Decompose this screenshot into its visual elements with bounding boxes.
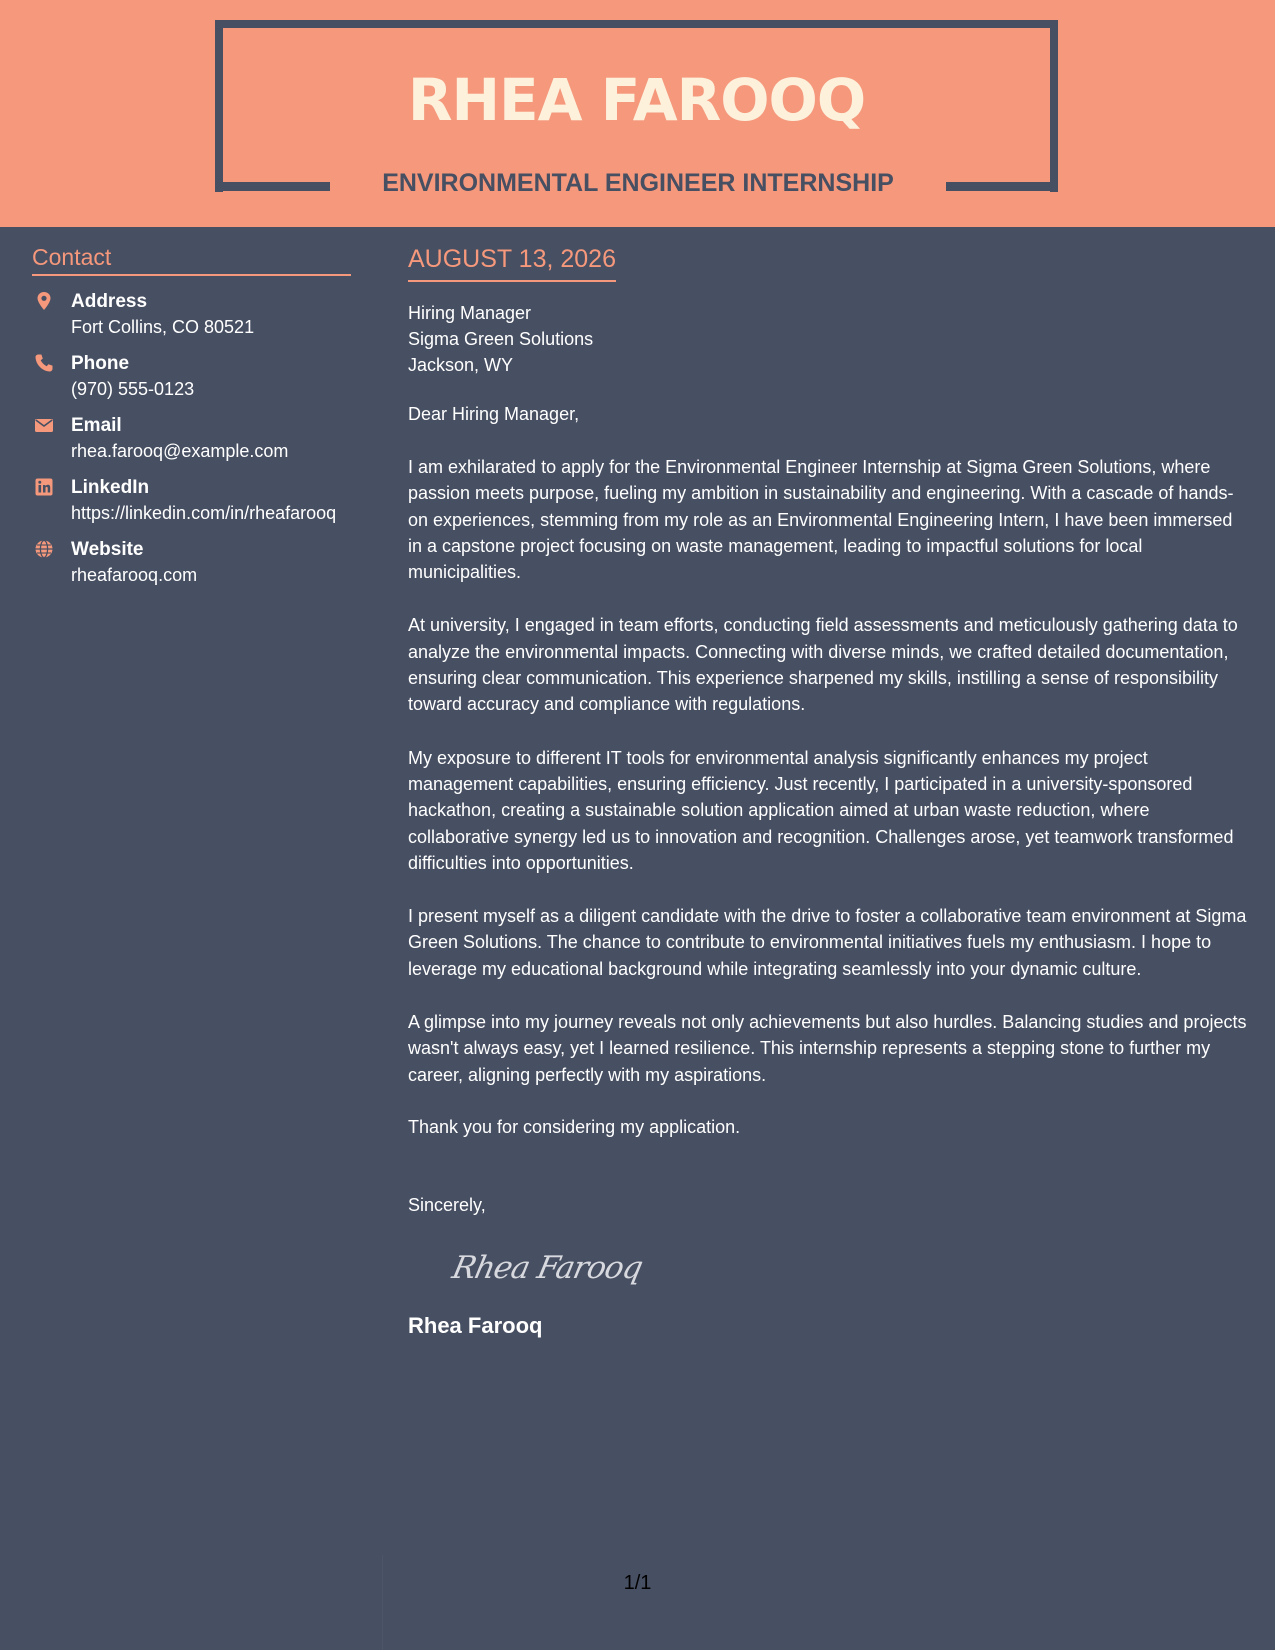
contact-item-email <box>32 413 351 464</box>
contact-sidebar <box>32 243 351 599</box>
recipient-location: Jackson, WY <box>408 355 514 375</box>
contact-item-linkedin <box>32 475 351 526</box>
contact-label: LinkedIn <box>71 477 150 498</box>
envelope-icon <box>34 415 54 435</box>
recipient-title: Hiring Manager <box>408 303 532 323</box>
contact-heading: Contact <box>32 243 351 276</box>
map-pin-icon <box>34 291 54 311</box>
contact-label: Address <box>71 291 148 312</box>
applicant-name: RHEA FAROOQ <box>407 66 866 134</box>
header-frame-bottom-left <box>215 182 330 191</box>
header-frame-bottom-right <box>946 182 1058 191</box>
contact-label: Email <box>71 415 122 436</box>
contact-item-address <box>32 289 351 340</box>
recipient-company: Sigma Green Solutions <box>408 329 594 349</box>
phone-icon <box>34 353 54 373</box>
body-paragraph: I am exhilarated to apply for the Environmental Engineer Internship at Sigma Green Solutions, where passion meets purpose, fueling my ambition in sustainability and engineering. With a cascade of hands-on experiences, stemming from my role as an Environmental Engineering Intern, I have been immersed in a capstone project focusing on waste management, leading to impactful solutions for local municipalities. <box>408 457 1234 583</box>
contact-label: Phone <box>71 353 130 374</box>
salutation: Dear Hiring Manager, <box>408 404 580 424</box>
column-divider <box>382 1555 383 1650</box>
job-title: ENVIRONMENTAL ENGINEER INTERNSHIP <box>382 169 894 197</box>
website-value[interactable]: rheafarooq.com <box>71 565 198 585</box>
body-paragraph: My exposure to different IT tools for environmental analysis significantly enhances my project management capabilities, ensuring efficiency. Just recently, I participated in a university-sponsored hackathon, creating a sustainable solution application aimed at urban waste reduction, where collaborative synergy led us to innovation and recognition. Challenges arose, yet teamwork transformed difficulties into opportunities. <box>408 747 1234 873</box>
contact-list <box>32 289 351 588</box>
letter-date: AUGUST 13, 2026 <box>408 243 616 282</box>
linkedin-icon <box>34 477 54 497</box>
signature-image <box>446 1244 646 1294</box>
letter-body <box>408 243 1248 1341</box>
contact-label: Website <box>71 539 144 560</box>
body-paragraph: A glimpse into my journey reveals not only achievements but also hurdles. Balancing studies and projects wasn't always easy, yet I learned resilience. This internship represents a stepping stone to further my career, aligning perfectly with my aspirations. <box>408 1012 1247 1085</box>
recipient-block <box>408 300 1248 378</box>
signer-name: Rhea Farooq <box>408 1312 543 1338</box>
address-value: Fort Collins, CO 80521 <box>71 317 255 337</box>
body-paragraph: I present myself as a diligent candidate with the drive to foster a collaborative team environment at Sigma Green Solutions. The chance to contribute to environmental initiatives fuels my enthusiasm. I hope to leverage my educational background while integrating seamlessly into your dynamic culture. <box>408 906 1247 979</box>
svg-text:Rhea Farooq: Rhea Farooq <box>449 1250 646 1286</box>
contact-item-phone <box>32 351 351 402</box>
body-paragraph: At university, I engaged in team efforts, conducting field assessments and meticulously gathering data to analyze the environmental impacts. Connecting with diverse minds, we crafted detailed documentation, ensuring clear communication. This experience sharpened my skills, instilling a sense of responsibility toward accuracy and compliance with regulations. <box>408 615 1238 715</box>
closing-thanks: Thank you for considering my application. <box>408 1116 741 1137</box>
globe-icon <box>34 539 54 559</box>
linkedin-value[interactable]: https://linkedin.com/in/rheafarooq <box>71 503 337 523</box>
header-banner <box>0 0 1275 227</box>
page-number: 1/1 <box>623 1572 652 1594</box>
contact-item-website <box>32 537 351 588</box>
phone-value: (970) 555-0123 <box>71 379 195 399</box>
closing: Sincerely, <box>408 1194 486 1215</box>
email-value[interactable]: rhea.farooq@example.com <box>71 441 289 461</box>
